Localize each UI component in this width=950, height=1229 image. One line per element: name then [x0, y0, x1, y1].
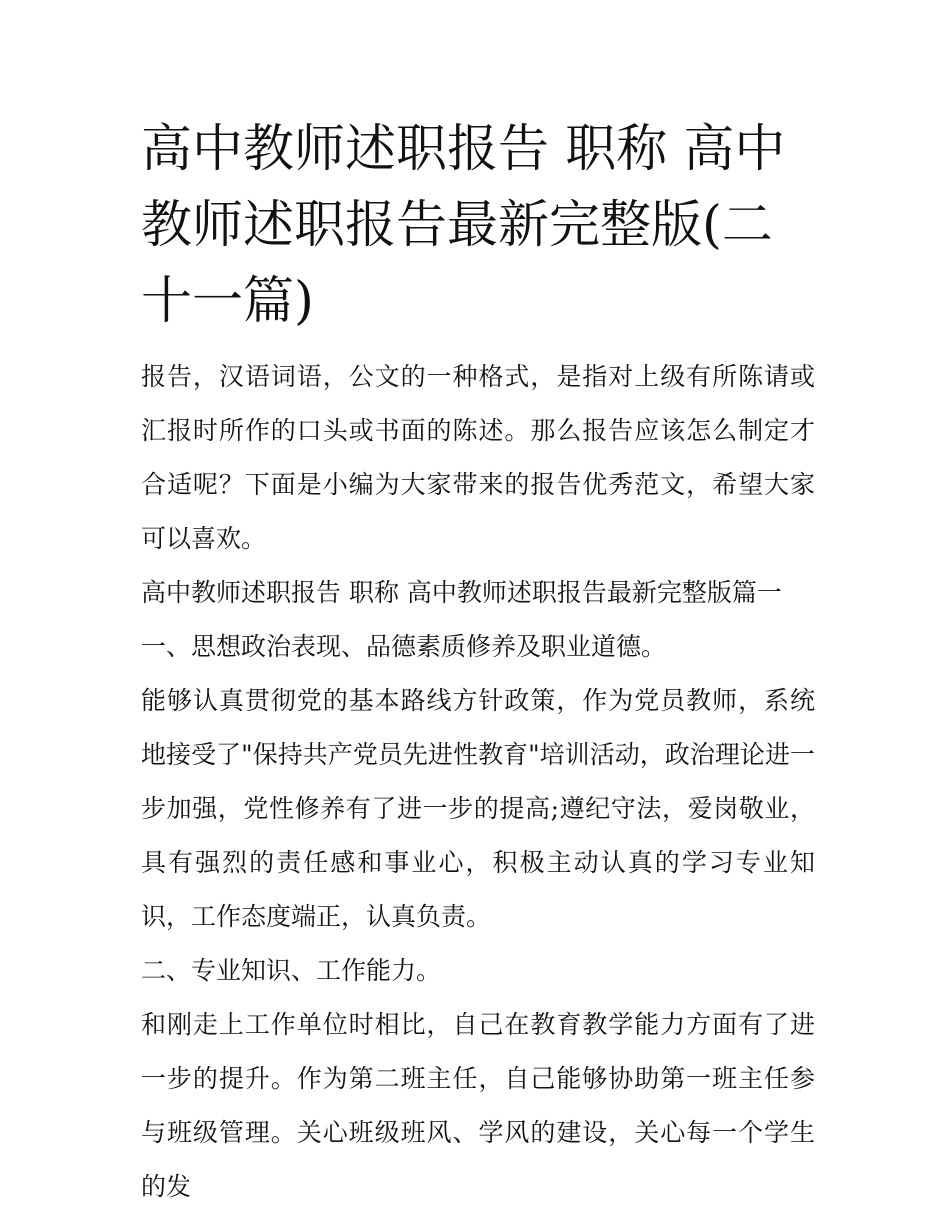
section-heading-part-one: 高中教师述职报告 职称 高中教师述职报告最新完整版篇一: [141, 578, 782, 607]
intro-paragraph: 报告，汉语词语，公文的一种格式，是指对上级有所陈请或汇报时所作的口头或书面的陈述。那么报告应该怎么制定才合适呢？下面是小编为大家带来的报告优秀范文，希望大家可以喜欢。: [141, 362, 815, 553]
document-title: 高中教师述职报告 职称 高中教师述职报告最新完整版(二十一篇): [141, 120, 786, 331]
paragraph-political-performance: 能够认真贯彻党的基本路线方针政策，作为党员教师，系统地接受了"保持共产党员先进性教育"培训活动，政治理论进一步加强，党性修养有了进一步的提高;遵纪守法，爱岗敬业，具有强烈的责任感和事业心，积极主动认真的学习专业知识，工作态度端正，认真负责。: [141, 686, 815, 931]
heading-professional-knowledge: 二、专业知识、工作能力。: [141, 956, 442, 985]
document-body: [141, 112, 815, 1214]
paragraph-professional-knowledge: 和刚走上工作单位时相比，自己在教育教学能力方面有了进一步的提升。作为第二班主任，自己能够协助第一班主任参与班级管理。关心班级班风、学风的建设，关心每一个学生的发: [141, 1010, 815, 1201]
heading-political-performance: 一、思想政治表现、品德素质修养及职业道德。: [141, 632, 667, 661]
